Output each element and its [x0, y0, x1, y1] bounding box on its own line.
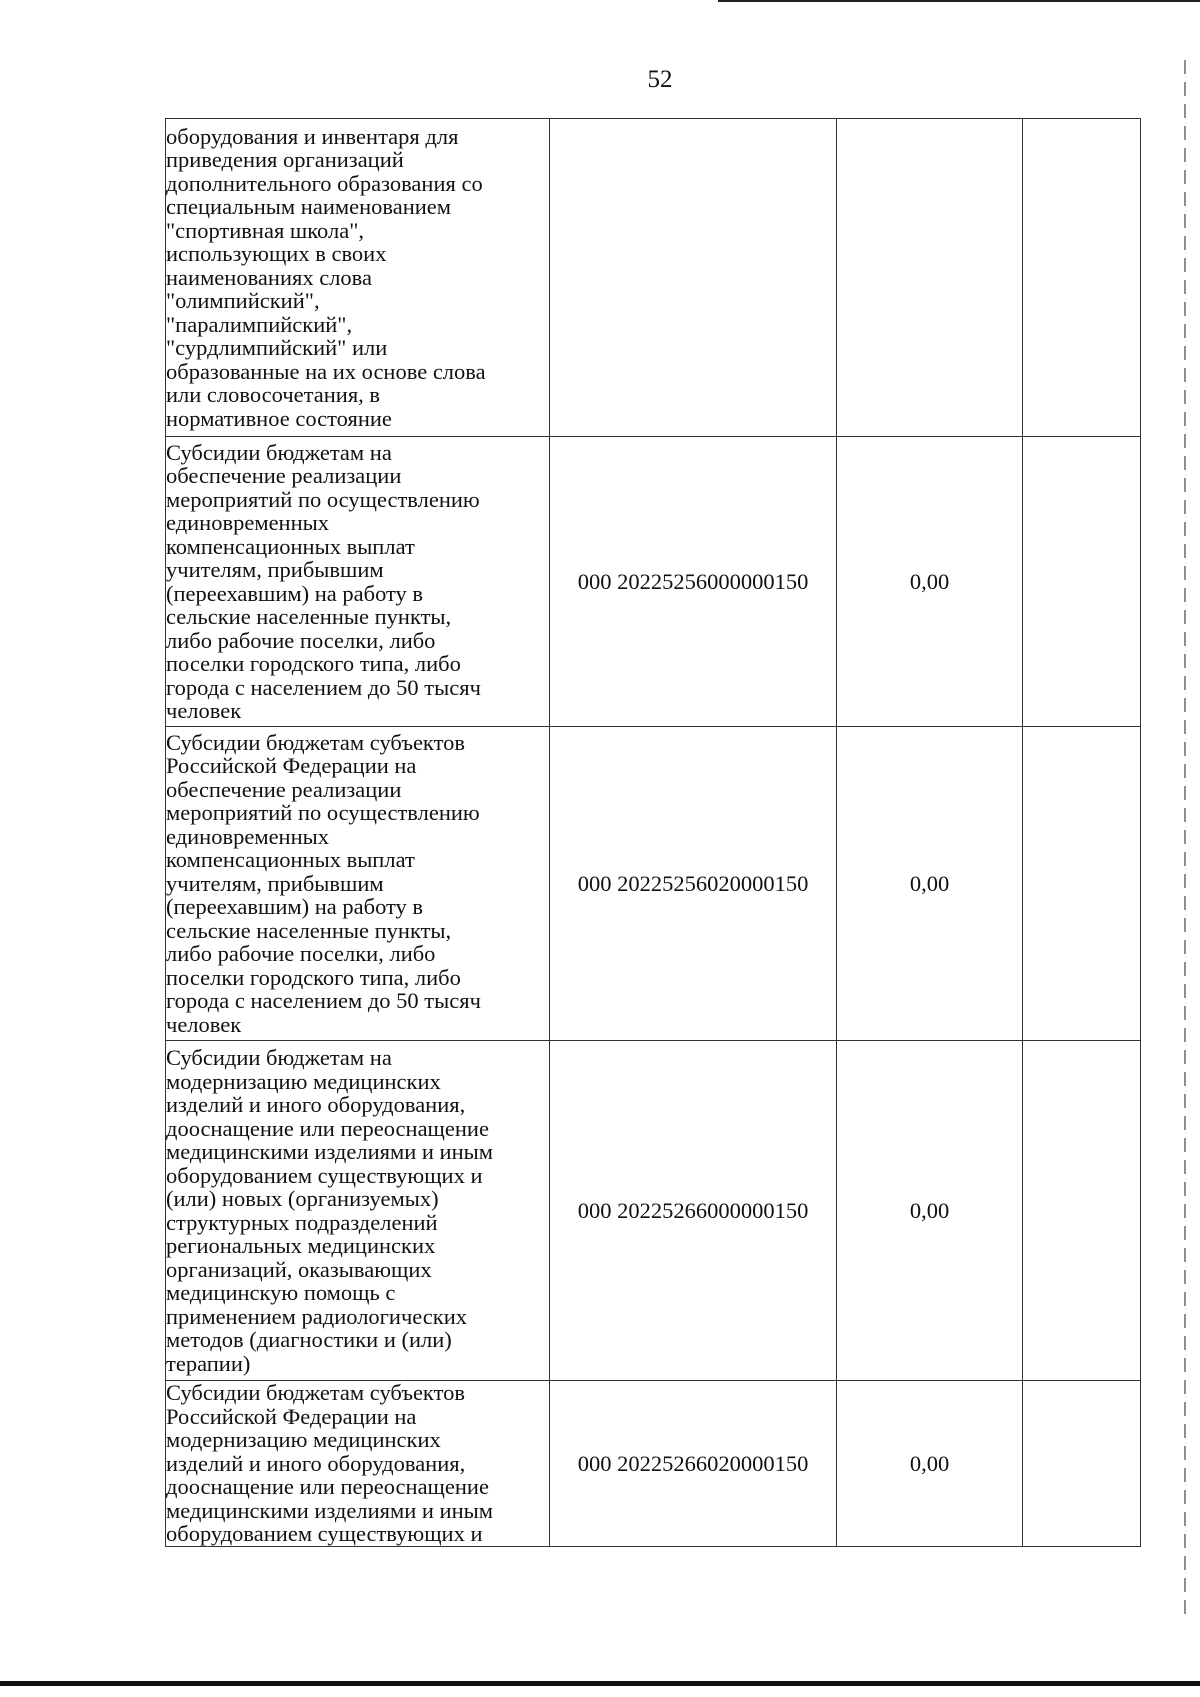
table-row [166, 1041, 1141, 1381]
scan-edge-right [1184, 60, 1186, 1620]
row-code: 000 20225256000000150 [550, 437, 837, 727]
row-extra [1023, 727, 1141, 1041]
row-code: 000 20225266020000150 [550, 1381, 837, 1547]
row-extra [1023, 1041, 1141, 1381]
row-amount: 0,00 [837, 727, 1023, 1041]
table-row [166, 437, 1141, 727]
row-extra [1023, 119, 1141, 437]
row-code: 000 20225256020000150 [550, 727, 837, 1041]
row-amount: 0,00 [837, 1381, 1023, 1547]
budget-table [165, 118, 1141, 1547]
row-name: Субсидии бюджетам на модернизацию медицинских изделий и иного оборудования, дооснащение или переоснащение медицинскими изделиями и иным оборудованием существующих и (или) новых (организуемых) структурных подразделений региональных медицинских организаций, оказывающих медицинскую помощь с применением радиологических методов (диагностики и (или) терапии) [166, 1041, 550, 1381]
scan-edge-bottom [0, 1681, 1200, 1686]
row-name: Субсидии бюджетам субъектов Российской Федерации на обеспечение реализации мероприятий по осуществлению единовременных компенсационных выплат учителям, прибывшим (переехавшим) на работу в сельские населенные пункты, либо рабочие поселки, либо поселки городского типа, либо города с населением до 50 тысяч человек [166, 727, 550, 1041]
row-amount [837, 119, 1023, 437]
row-name: Субсидии бюджетам на обеспечение реализации мероприятий по осуществлению единовременных компенсационных выплат учителям, прибывшим (переехавшим) на работу в сельские населенные пункты, либо рабочие поселки, либо поселки городского типа, либо города с населением до 50 тысяч человек [166, 437, 550, 727]
row-code [550, 119, 837, 437]
row-amount: 0,00 [837, 1041, 1023, 1381]
page-number: 52 [647, 66, 673, 93]
row-name: Субсидии бюджетам субъектов Российской Федерации на модернизацию медицинских изделий и иного оборудования, дооснащение или переоснащение медицинскими изделиями и иным оборудованием существующих и [166, 1381, 550, 1547]
row-name: оборудования и инвентаря для приведения организаций дополнительного образования со специальным наименованием "спортивная школа", использующих в своих наименованиях слова "олимпийский", "паралимпийский", "сурдлимпийский" или образованные на их основе слова или словосочетания, в нормативное состояние [166, 119, 550, 437]
scan-edge-top [718, 0, 1200, 2]
table-row [166, 1381, 1141, 1547]
table-row [166, 119, 1141, 437]
table-row [166, 727, 1141, 1041]
row-code: 000 20225266000000150 [550, 1041, 837, 1381]
row-extra [1023, 1381, 1141, 1547]
row-extra [1023, 437, 1141, 727]
row-amount: 0,00 [837, 437, 1023, 727]
